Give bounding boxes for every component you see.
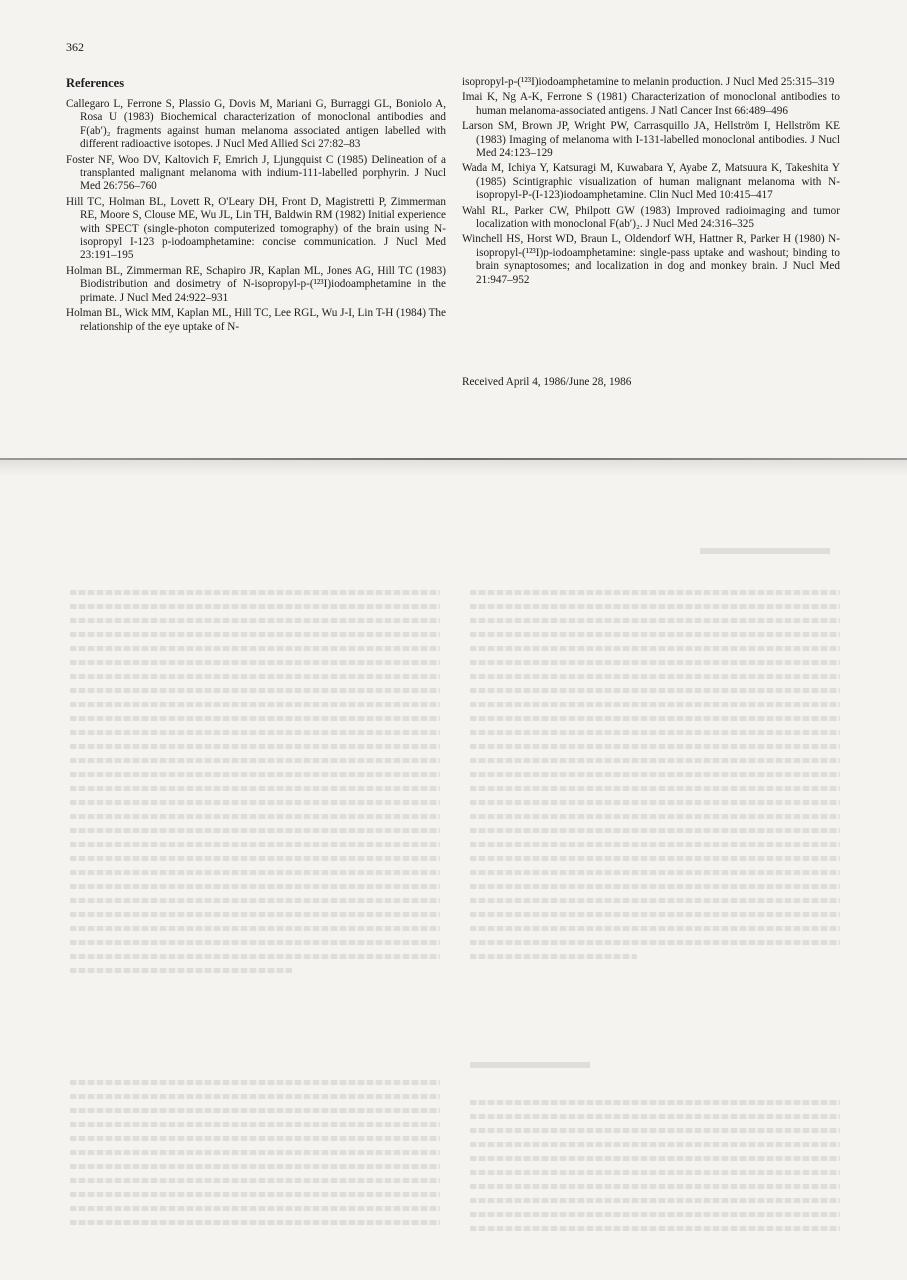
show-through-column-right	[470, 590, 840, 968]
reference-entry: Winchell HS, Horst WD, Braun L, Oldendorf WH, Hattner R, Parker H (1980) N-isopropyl-(¹²³I)p-iodoamphetamine: single-pass uptake and washout; binding to brain synaptosomes; and localization in dog and monkey brain. J Nucl Med 21:947–952	[462, 233, 840, 286]
references-left-column	[66, 98, 446, 336]
reference-entry: Foster NF, Woo DV, Kaltovich F, Emrich J, Ljungquist C (1985) Delineation of a transplanted malignant melanoma with indium-111-labelled porphyrin. J Nucl Med 26:756–760	[66, 153, 446, 193]
page-fold-shadow	[0, 460, 907, 476]
received-date: Received April 4, 1986/June 28, 1986	[462, 376, 632, 388]
show-through-subheading	[470, 1062, 590, 1080]
page-number: 362	[66, 40, 84, 54]
reference-entry: Wahl RL, Parker CW, Philpott GW (1983) Improved radioimaging and tumor localization with monoclonal F(ab′)₂. J Nucl Med 24:316–325	[462, 204, 840, 231]
reference-entry: isopropyl-p-(¹²³I)iodoamphetamine to melanin production. J Nucl Med 25:315–319	[462, 76, 835, 88]
references-heading: References	[66, 76, 125, 90]
show-through-column-left	[70, 590, 440, 982]
reference-entry: Holman BL, Zimmerman RE, Schapiro JR, Kaplan ML, Jones AG, Hill TC (1983) Biodistribution and dosimetry of N-isopropyl-p-(¹²³I)iodoamphetamine in the primate. J Nucl Med 24:922–931	[66, 264, 446, 304]
show-through-lower-left	[70, 1080, 440, 1234]
reference-entry: Wada M, Ichiya Y, Katsuragi M, Kuwabara Y, Ayabe Z, Matsuura K, Takeshita Y (1985) Scintigraphic visualization of human malignant melanoma with N-isopropyl-P-(I-123)iodoamphetamine. Clin Nucl Med 10:415–417	[462, 162, 840, 202]
reference-entry: Holman BL, Wick MM, Kaplan ML, Hill TC, Lee RGL, Wu J-I, Lin T-H (1984) The relationship of the eye uptake of N-	[66, 307, 446, 333]
show-through-lower-right	[470, 1100, 840, 1240]
reference-entry: Larson SM, Brown JP, Wright PW, Carrasquillo JA, Hellström I, Hellström KE (1983) Imaging of melanoma with I-131-labelled monoclonal antibodies. J Nucl Med 24:123–129	[462, 120, 840, 160]
reference-entry: Imai K, Ng A-K, Ferrone S (1981) Characterization of monoclonal antibodies to human melanoma-associated antigens. J Natl Cancer Inst 66:489–496	[462, 91, 840, 117]
reference-entry: Hill TC, Holman BL, Lovett R, O'Leary DH, Front D, Magistretti P, Zimmerman RE, Moore S, Clouse ME, Wu JL, Lin TH, Baldwin RM (1982) Initial experience with SPECT (single-photon computerized tomography) of the brain using N-isopropyl I-123 p-iodoamphetamine: concise communication. J Nucl Med 23:191–195	[66, 195, 446, 262]
reference-entry: Callegaro L, Ferrone S, Plassio G, Dovis M, Mariani G, Burraggi GL, Boniolo A, Rosa U (1983) Biochemical characterization of monoclonal antibodies and F(ab′)₂ fragments against human melanoma associated antigen labelled with different radioactive isotopes. J Nucl Med Allied Sci 27:82–83	[66, 98, 446, 151]
show-through-heading	[700, 548, 830, 566]
references-right-column	[462, 76, 840, 289]
